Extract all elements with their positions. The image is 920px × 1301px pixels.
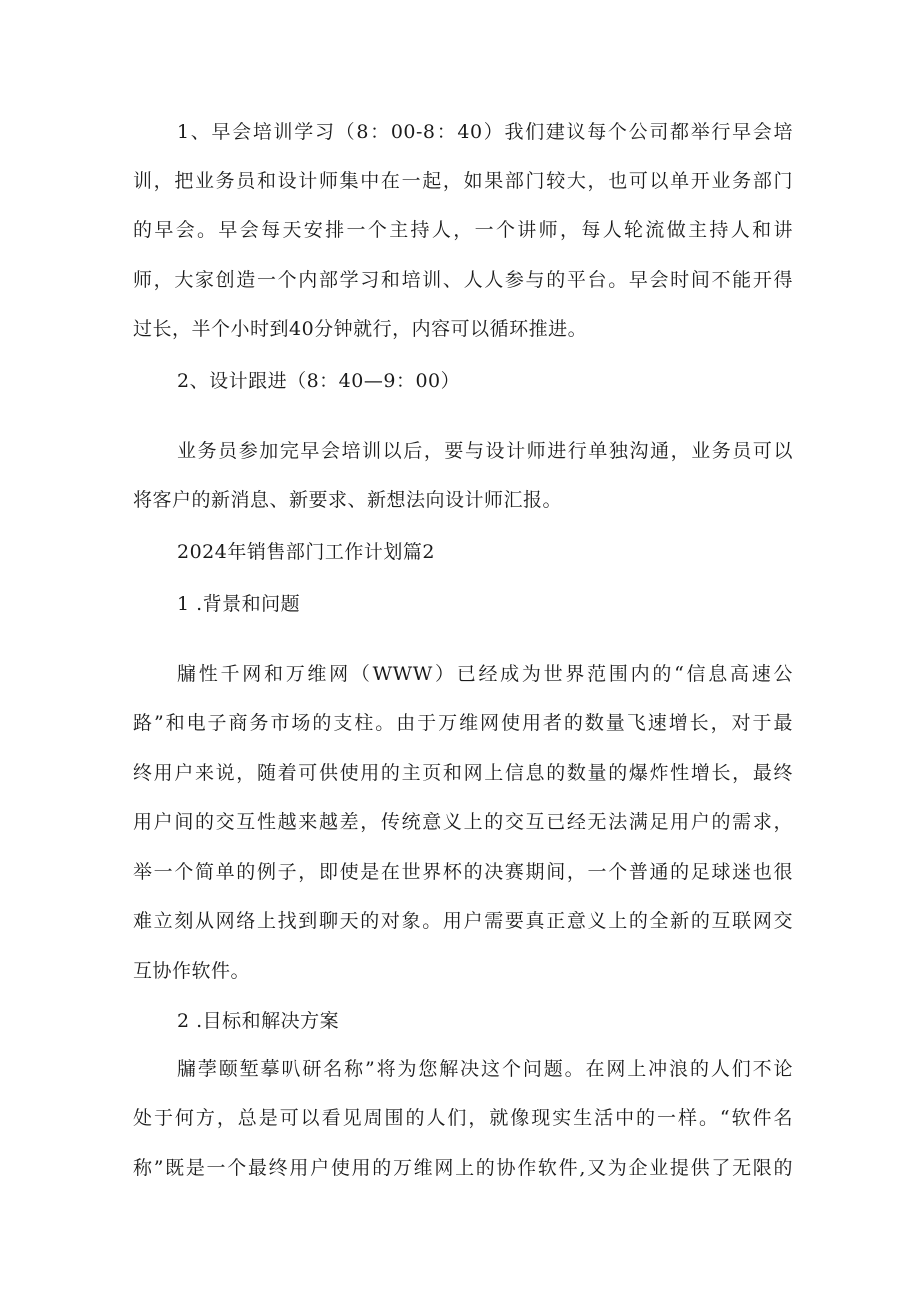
- paragraph-3-line-1: 业务员参加完早会培训以后，要与设计师进行单独沟通，业务员可以: [177, 440, 793, 462]
- article-title: 2024年销售部门工作计划篇2: [177, 541, 435, 563]
- paragraph-6-line-3: 终用户来说，随着可供使用的主页和网上信息的数量的爆炸性增长，最终: [133, 762, 793, 784]
- paragraph-1-line-3: 的早会。早会每天安排一个主持人，一个讲师，每人轮流做主持人和讲: [133, 219, 793, 241]
- section-heading-goals: 2 .目标和解决方案: [177, 1010, 340, 1032]
- paragraph-1-line-1: 1、早会培训学习（8：00-8：40）我们建议每个公司都举行早会培: [177, 121, 793, 143]
- section-heading-design-followup: 2、设计跟进（8：40—9：00）: [177, 370, 461, 392]
- paragraph-1-line-5: 过长，半个小时到40分钟就行，内容可以循环推进。: [133, 318, 588, 340]
- paragraph-6-line-4: 用户间的交互性越来越差，传统意义上的交互已经无法满足用户的需求，: [133, 811, 793, 833]
- paragraph-1-line-4: 师，大家创造一个内部学习和培训、人人参与的平台。早会时间不能开得: [133, 269, 793, 291]
- paragraph-8-line-3: 称”既是一个最终用户使用的万维网上的协作软件,又为企业提供了无限的: [133, 1157, 793, 1179]
- paragraph-6-line-5: 举一个简单的例子，即使是在世界杯的决赛期间，一个普通的足球迷也很: [133, 861, 793, 883]
- paragraph-6-line-2: 路”和电子商务市场的支柱。由于万维网使用者的数量飞速增长，对于最: [133, 712, 793, 734]
- paragraph-6-line-7: 互协作软件。: [133, 960, 251, 982]
- section-heading-background: 1 .背景和问题: [177, 593, 301, 615]
- paragraph-8-line-2: 处于何方，总是可以看见周围的人们，就像现实生活中的一样。“软件名: [133, 1107, 793, 1129]
- paragraph-6-line-6: 难立刻从网络上找到聊天的对象。用户需要真正意义上的全新的互联网交: [133, 910, 793, 932]
- paragraph-6-line-1: 牖性千网和万维网（WWW）已经成为世界范围内的“信息高速公: [177, 663, 793, 685]
- paragraph-8-line-1: 牖荸颐堑摹叭研名称”将为您解决这个问题。在网上冲浪的人们不论: [177, 1058, 793, 1080]
- paragraph-1-line-2: 训，把业务员和设计师集中在一起，如果部门较大，也可以单开业务部门: [133, 170, 793, 192]
- paragraph-3-line-2: 将客户的新消息、新要求、新想法向设计师汇报。: [133, 489, 563, 511]
